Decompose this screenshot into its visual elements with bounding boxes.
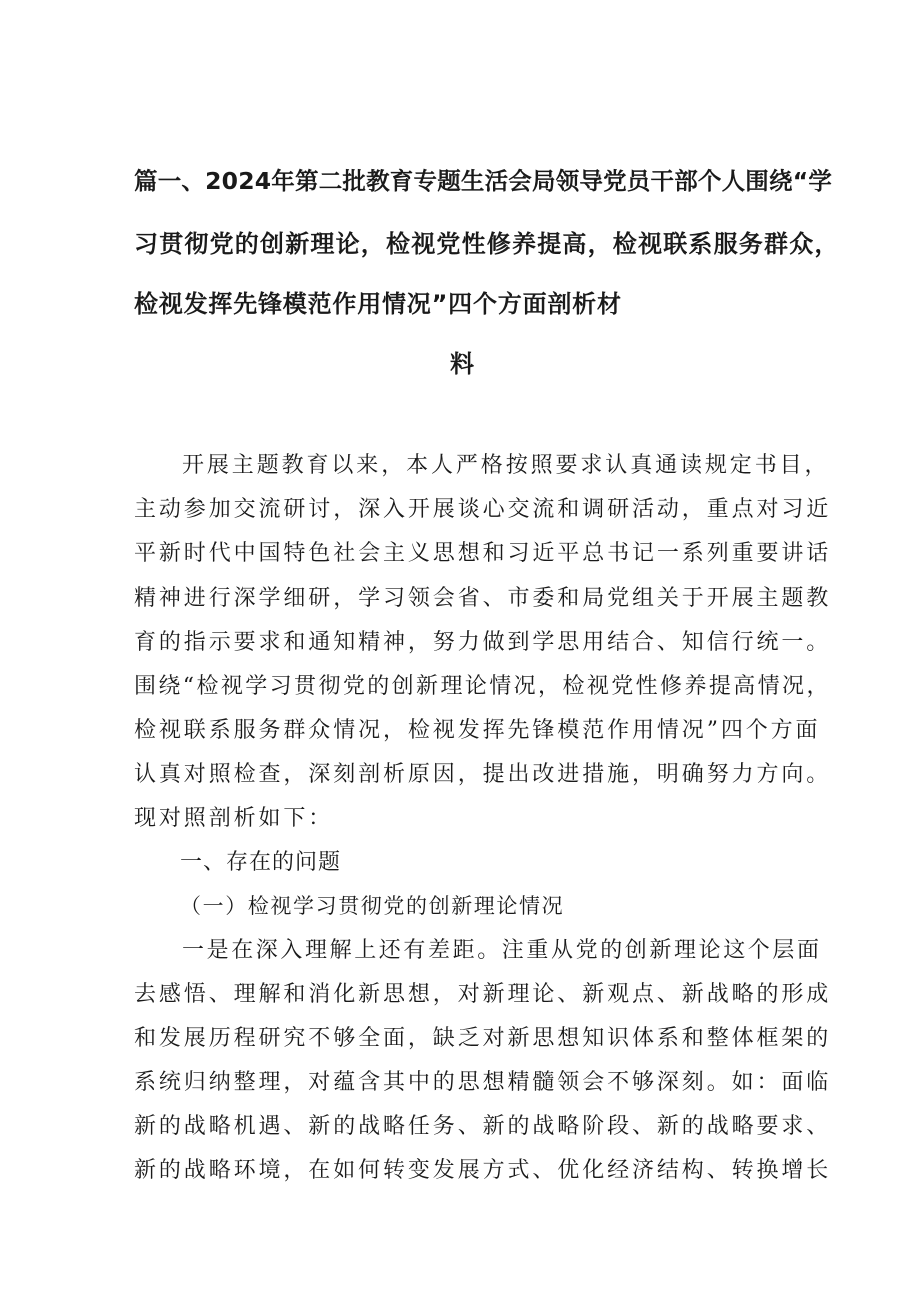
paragraph-line: 育的指示要求和通知精神，努力做到学思用结合、知信行统一。 bbox=[134, 630, 832, 655]
paragraph-line: 和发展历程研究不够全面，缺乏对新思想知识体系和整体框架的 bbox=[134, 1026, 832, 1051]
paragraph-line: 检视联系服务群众情况，检视发挥先锋模范作用情况”四个方面 bbox=[134, 718, 821, 743]
title-line: 料 bbox=[450, 350, 475, 378]
paragraph-line: 精神进行深学细研，学习领会省、市委和局党组关于开展主题教 bbox=[134, 586, 832, 611]
paragraph-line: 系统归纳整理，对蕴含其中的思想精髓领会不够深刻。如：面临 bbox=[134, 1070, 832, 1095]
paragraph-line: 新的战略机遇、新的战略任务、新的战略阶段、新的战略要求、 bbox=[134, 1114, 832, 1139]
title-line: 检视发挥先锋模范作用情况”四个方面剖析材 bbox=[134, 290, 622, 318]
paragraph-line: 围绕“检视学习贯彻党的创新理论情况，检视党性修养提高情况， bbox=[134, 674, 831, 699]
section-heading: 一、存在的问题 bbox=[180, 850, 342, 875]
paragraph-line: 平新时代中国特色社会主义思想和习近平总书记一系列重要讲话 bbox=[134, 541, 832, 566]
paragraph-line: 认真对照检查，深刻剖析原因，提出改进措施，明确努力方向。 bbox=[134, 762, 832, 787]
title-line: 习贯彻党的创新理论，检视党性修养提高，检视联系服务群众， bbox=[134, 230, 840, 258]
title-line: 篇一、2024年第二批教育专题生活会局领导党员干部个人围绕“学 bbox=[134, 167, 833, 195]
paragraph-line: 主动参加交流研讨，深入开展谈心交流和调研活动，重点对习近 bbox=[134, 497, 832, 522]
paragraph-line: 一是在深入理解上还有差距。注重从党的创新理论这个层面 bbox=[182, 938, 822, 963]
paragraph-line: 去感悟、理解和消化新思想，对新理论、新观点、新战略的形成 bbox=[134, 982, 832, 1007]
paragraph-line: 新的战略环境，在如何转变发展方式、优化经济结构、转换增长 bbox=[134, 1158, 832, 1183]
paragraph-line: 开展主题教育以来，本人严格按照要求认真通读规定书目， bbox=[182, 453, 830, 478]
paragraph-line: 现对照剖析如下： bbox=[134, 806, 334, 831]
subsection-heading: （一）检视学习贯彻党的创新理论情况 bbox=[180, 894, 565, 918]
